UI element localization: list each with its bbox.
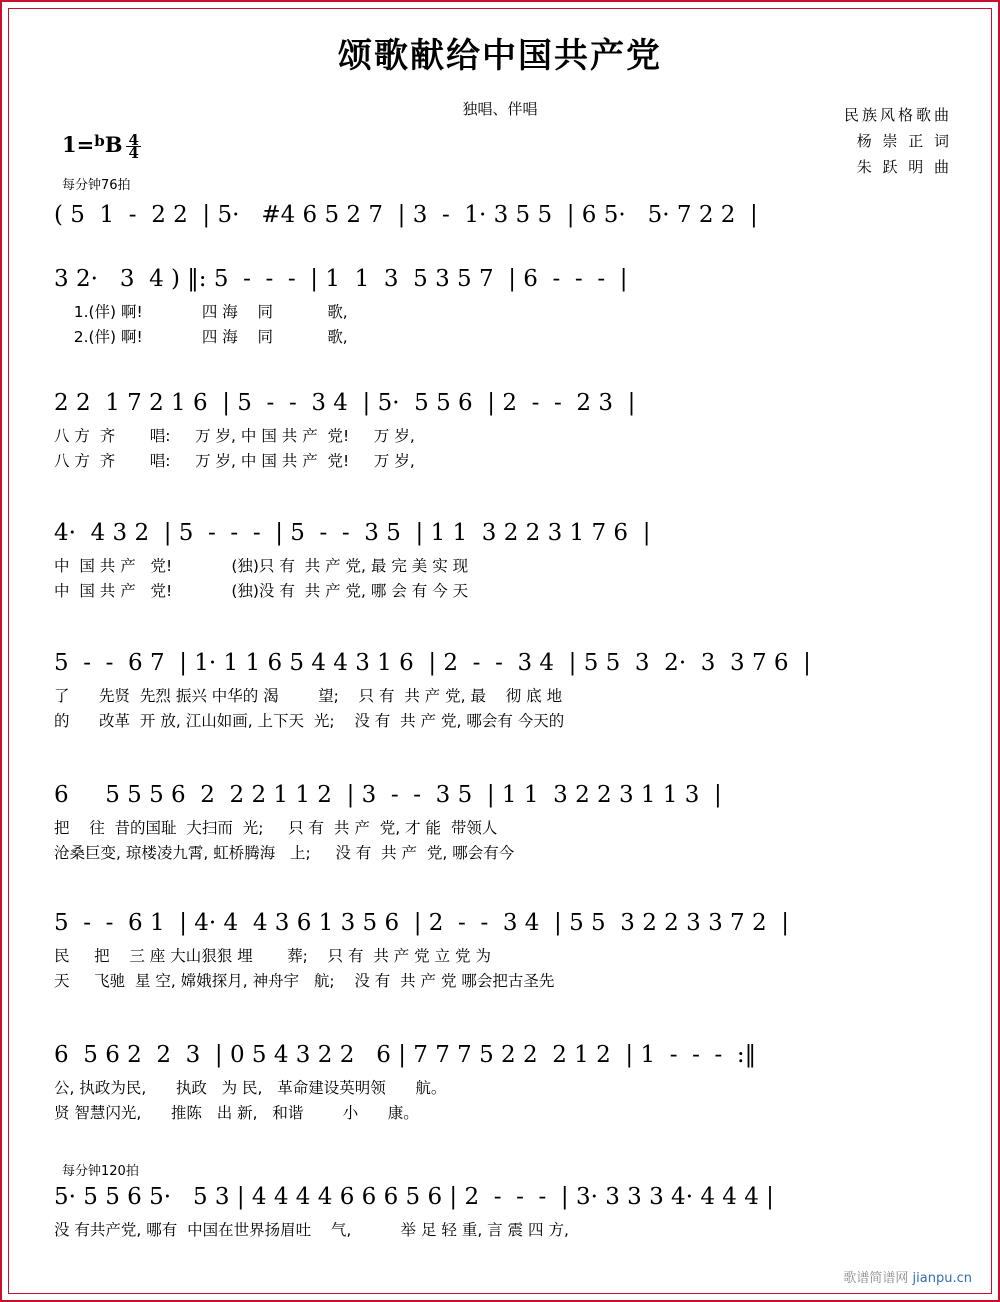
credits <box>844 102 952 180</box>
watermark <box>843 1267 972 1286</box>
note-row: ( 5 1 - 2 2 | 5· #4 6 5 2 7 | 3 - 1· 3 5 5 | 6 5· 5· 7 2 2 | <box>54 202 758 228</box>
tempo-marking-2: 每分钟120拍 <box>62 1164 139 1179</box>
music-system-7 <box>54 910 958 994</box>
music-system-3 <box>54 390 958 474</box>
music-system-8 <box>54 1042 958 1126</box>
lyric-line-2: 天 飞驰 星 空, 嫦娥探月, 神舟宇 航; 没 有 共 产 党 哪会把古圣先 <box>54 972 555 990</box>
music-system-5 <box>54 650 958 734</box>
note-row: 5 - - 6 7 | 1· 1 1 6 5 4 4 3 1 6 | 2 - - 3 4 | 5 5 3 2· 3 3 7 6 | <box>54 650 811 676</box>
credit-style: 民族风格歌曲 <box>843 106 952 124</box>
note-row: 4· 4 3 2 | 5 - - - | 5 - - 3 5 | 1 1 3 2 2 3 1 7 6 | <box>54 520 651 546</box>
credit-composer: 朱 跃 明 曲 <box>856 158 952 176</box>
lyric-line-1: 中 国 共 产 党! (独)只 有 共 产 党, 最 完 美 实 现 <box>54 557 469 575</box>
music-system-6 <box>54 782 958 866</box>
lyric-line-1: 民 把 三 座 大山狠狠 埋 葬; 只 有 共 产 党 立 党 为 <box>54 947 491 965</box>
lyric-line-2: 贤 智慧闪光, 推陈 出 新, 和谐 小 康。 <box>54 1104 419 1122</box>
lyric-line-2: 2.(伴) 啊! 四 海 同 歌, <box>54 328 348 346</box>
credit-lyricist: 杨 崇 正 词 <box>856 132 952 150</box>
lyric-line-1: 了 先贤 先烈 振兴 中华的 渴 望; 只 有 共 产 党, 最 彻 底 地 <box>54 687 563 705</box>
music-system-4 <box>54 520 958 604</box>
lyric-line-1: 八 方 齐 唱: 万 岁, 中 国 共 产 党! 万 岁, <box>54 427 415 445</box>
note-row: 5· 5 5 6 5· 5 3 | 4 4 4 4 6 6 6 5 6 | 2 - - - | 3· 3 3 3 4· 4 4 4 | <box>54 1184 774 1210</box>
flat-sign: b <box>94 132 105 150</box>
lyric-line-1: 把 往 昔的国耻 大扫而 光; 只 有 共 产 党, 才 能 带领人 <box>54 819 498 837</box>
key-label: 1= <box>62 132 95 157</box>
time-denominator: 4 <box>128 144 139 162</box>
time-numerator: 4 <box>128 131 139 149</box>
lyric-line-1: 没 有共产党, 哪有 中国在世界扬眉吐 气, 举 足 轻 重, 言 震 四 方, <box>54 1221 569 1239</box>
lyric-line-2: 中 国 共 产 党! (独)没 有 共 产 党, 哪 会 有 今 天 <box>54 582 469 600</box>
key-letter: B <box>104 132 123 157</box>
performance-type: 独唱、伴唱 <box>462 100 538 118</box>
lyric-line-1: 公, 执政为民, 执政 为 民, 革命建设英明领 航。 <box>54 1079 447 1097</box>
lyric-line-2: 沧桑巨变, 琼楼凌九霄, 虹桥腾海 上; 没 有 共 产 党, 哪会有今 <box>54 844 515 862</box>
music-system-1 <box>54 202 958 236</box>
time-signature <box>126 131 140 162</box>
watermark-text: 歌谱简谱网 <box>843 1271 909 1286</box>
note-row: 6 5 5 5 6 2 2 2 1 1 2 | 3 - - 3 5 | 1 1 3 2 2 3 1 1 3 | <box>54 782 722 808</box>
lyric-line-2: 八 方 齐 唱: 万 岁, 中 国 共 产 党! 万 岁, <box>54 452 415 470</box>
lyric-line-2: 的 改革 开 放, 江山如画, 上下天 光; 没 有 共 产 党, 哪会有 今天的 <box>54 712 565 730</box>
note-row: 5 - - 6 1 | 4· 4 4 3 6 1 3 5 6 | 2 - - 3 4 | 5 5 3 2 2 3 3 7 2 | <box>54 910 789 936</box>
note-row: 2 2 1 7 2 1 6 | 5 - - 3 4 | 5· 5 5 6 | 2 - - 2 3 | <box>54 390 636 416</box>
lyric-line-1: 1.(伴) 啊! 四 海 同 歌, <box>54 303 348 321</box>
note-row: 6 5 6 2 2 3 | 0 5 4 3 2 2 6 | 7 7 7 5 2 2 2 1 2 | 1 - - - :‖ <box>54 1042 757 1068</box>
key-signature <box>62 131 141 162</box>
music-system-9 <box>54 1184 958 1243</box>
tempo-marking-1: 每分钟76拍 <box>62 178 131 193</box>
note-row: 3 2· 3 4 ) ‖: 5 - - - | 1 1 3 5 3 5 7 | 6 - - - | <box>54 266 628 292</box>
page-title: 颂歌献给中国共产党 <box>338 36 662 76</box>
music-system-2 <box>54 266 958 350</box>
watermark-site: jianpu.cn <box>912 1271 972 1286</box>
